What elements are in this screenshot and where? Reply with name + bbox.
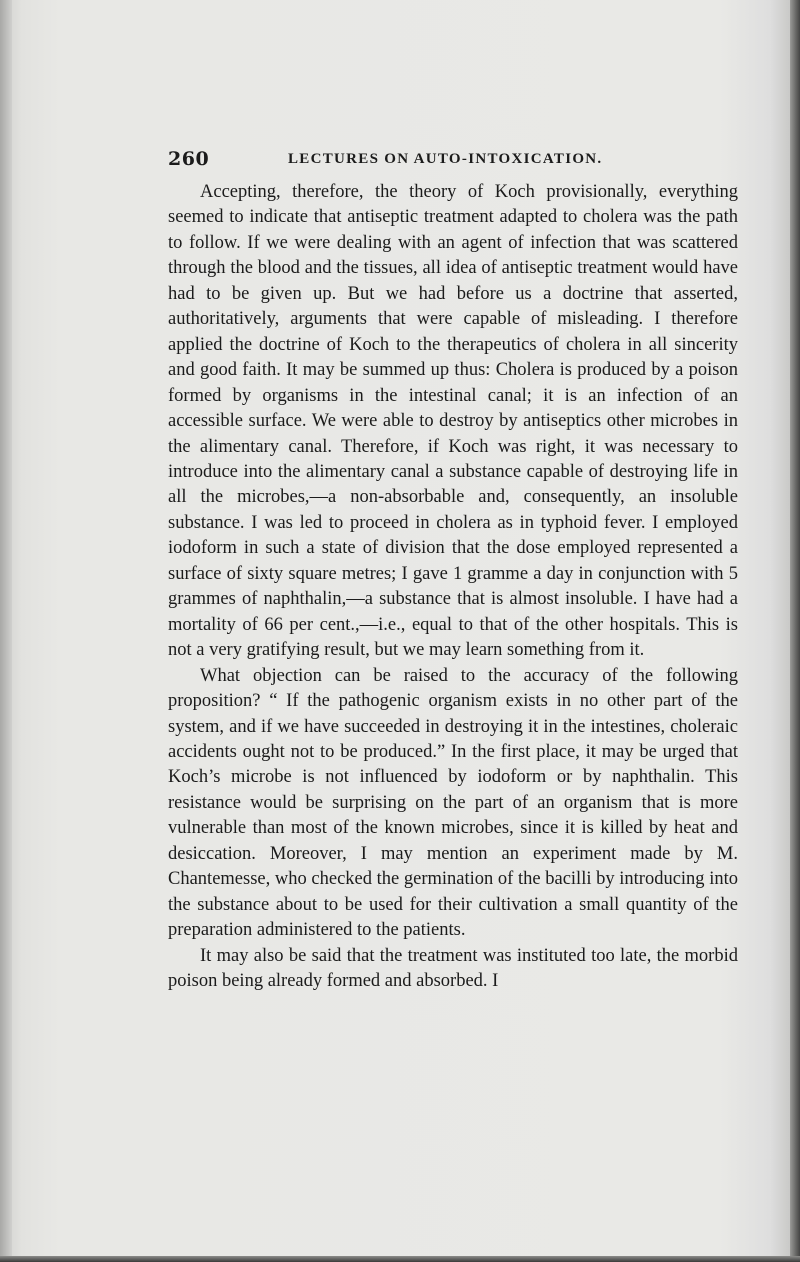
paragraph: Accepting, therefore, the theory of Koch provisionally, everything seemed to indicate that antiseptic treatment adapted to cholera was the path to follow. If we were dealing with an agent of infection that was scattered through the blood and the tissues, all idea of antiseptic treatment would have had to be given up. But we had before us a doctrine that asserted, authoritatively, arguments that were capable of misleading. I therefore applied the doctrine of Koch to the therapeutics of cholera in all sincerity and good faith. It may be summed up thus: Cholera is produced by a poison formed by organisms in the intestinal canal; it is an infection of an accessible surface. We were able to destroy by antiseptics other microbes in the alimentary canal. Therefore, if Koch was right, it was necessary to introduce into the alimentary canal a substance capable of destroying life in all the microbes,—a non-absorbable and, consequently, an insoluble substance. I was led to proceed in cholera as in typhoid fever. I employed iodoform in such a state of division that the dose employed represented a surface of sixty square metres; I gave 1 gramme a day in conjunction with 5 grammes of naphthalin,—a substance that is almost insoluble. I have had a mortality of 66 per cent.,—i.e., equal to that of the other hospitals. This is not a very gratifying result, but we may learn something from it. xyxy=(168,182,738,661)
paragraph: It may also be said that the treatment was instituted too late, the morbid poison being already formed and absorbed. I xyxy=(168,945,738,992)
paragraph: What objection can be raised to the accuracy of the following proposition? “ If the pathogenic organism exists in no other part of the system, and if we have succeeded in destroying it in the intestines, choleraic accidents ought not to be produced.” In the first place, it may be urged that Koch’s microbe is not influenced by iodoform or by naphthalin. This resistance would be surprising on the part of an organism that is more vulnerable than most of the known microbes, since it is killed by heat and desiccation. Moreover, I may mention an experiment made by M. Chantemesse, who checked the germination of the bacilli by introducing into the substance about to be used for their cultivation a small quantity of the preparation administered to the patients. xyxy=(168,665,738,941)
running-title: LECTURES ON AUTO-INTOXICATION. xyxy=(288,151,603,167)
page-gutter xyxy=(0,0,12,1262)
page-header xyxy=(168,148,728,170)
page-edge xyxy=(790,0,800,1262)
page-number: 260 xyxy=(168,148,210,170)
body-text xyxy=(168,180,738,995)
page-bottom-edge xyxy=(0,1256,800,1262)
